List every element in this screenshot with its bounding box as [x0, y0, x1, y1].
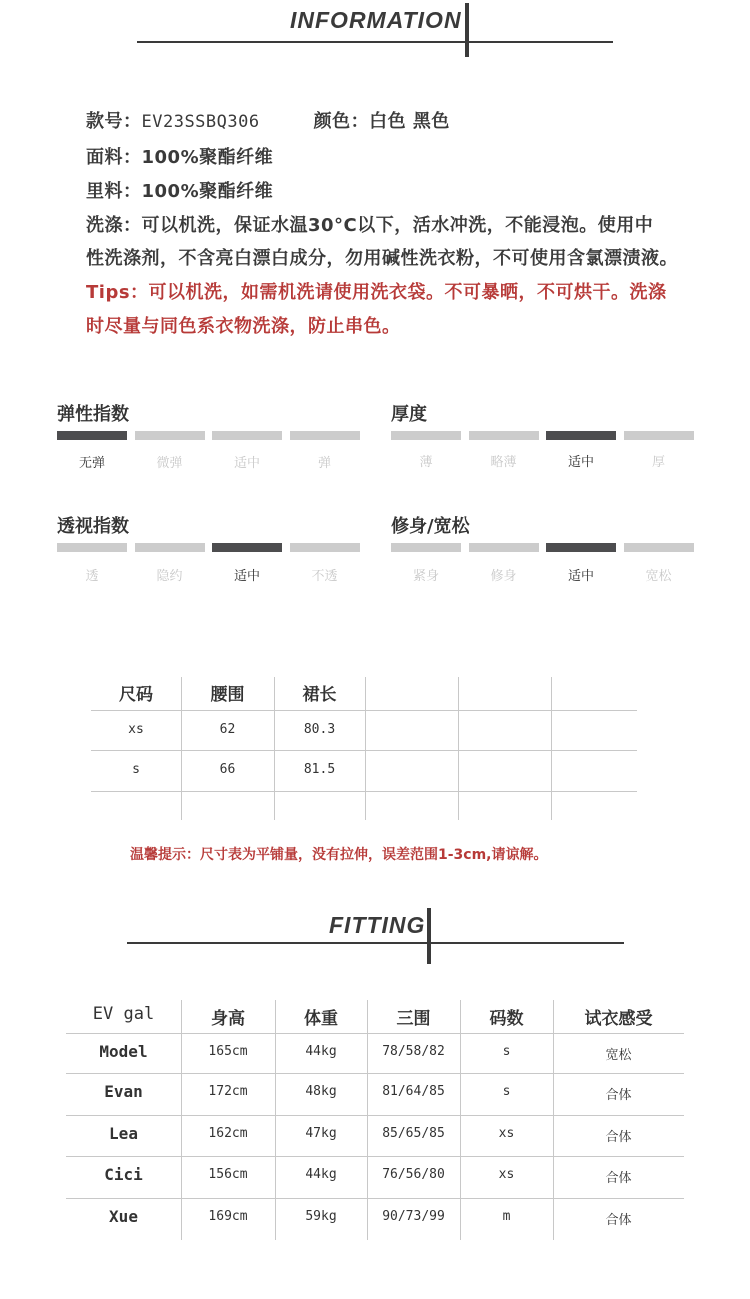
table-rule	[66, 1156, 684, 1157]
fitting-cell: Lea	[109, 1124, 138, 1143]
information-bar	[465, 3, 469, 57]
scale-segment	[624, 431, 694, 440]
fitting-cell: 165cm	[208, 1044, 248, 1059]
table-divider	[367, 1000, 368, 1240]
scale-option-label: 弹	[317, 456, 331, 471]
scale-option-label: 适中	[567, 455, 594, 470]
table-divider	[458, 677, 459, 820]
fitting-cell: 44kg	[305, 1044, 337, 1059]
table-divider	[460, 1000, 461, 1240]
scale-segment-selected	[546, 431, 616, 440]
fitting-header-cell: 三围	[396, 1009, 431, 1029]
scale-segment	[290, 431, 360, 440]
attribute-title: 透视指数	[57, 516, 129, 537]
scale-segment	[469, 431, 539, 440]
size-cell: 80.3	[303, 722, 336, 737]
table-divider	[365, 677, 366, 820]
fitting-cell: Model	[99, 1042, 148, 1061]
fitting-cell: 81/64/85	[382, 1084, 445, 1099]
fitting-cell: Evan	[104, 1082, 143, 1101]
size-header-cell: 腰围	[210, 685, 245, 705]
table-rule	[91, 710, 637, 711]
scale-option-label: 无弹	[78, 456, 105, 471]
table-rule	[66, 1033, 684, 1034]
fitting-cell: xs	[498, 1126, 515, 1141]
scale-option-label: 厚	[651, 455, 665, 470]
fitting-cell: xs	[498, 1167, 515, 1182]
scale-option-label: 隐约	[156, 569, 183, 584]
table-divider	[551, 677, 552, 820]
fitting-cell: m	[502, 1209, 511, 1224]
attribute-title: 修身/宽松	[391, 516, 470, 537]
fitting-cell: 85/65/85	[382, 1126, 445, 1141]
scale-segment	[212, 431, 282, 440]
fitting-cell: 59kg	[305, 1209, 337, 1224]
scale-segment	[624, 543, 694, 552]
scale-segment	[135, 431, 205, 440]
scale-option-label: 不透	[311, 569, 338, 584]
fitting-cell: 76/56/80	[382, 1167, 445, 1182]
size-cell: xs	[128, 722, 144, 737]
fitting-cell: 156cm	[208, 1167, 248, 1182]
fitting-rule	[127, 942, 624, 944]
information-title: INFORMATION	[290, 7, 462, 33]
fitting-cell: 合体	[605, 1171, 632, 1186]
fitting-cell: 47kg	[305, 1126, 337, 1141]
fitting-header-cell: EV gal	[92, 1004, 155, 1024]
scale-segment-selected	[546, 543, 616, 552]
fitting-cell: s	[502, 1084, 511, 1099]
fitting-cell: 合体	[605, 1088, 632, 1103]
fitting-cell: 44kg	[305, 1167, 337, 1182]
fitting-cell: 169cm	[208, 1209, 248, 1224]
scale-segment	[57, 543, 127, 552]
scale-option-label: 微弹	[156, 456, 183, 471]
fitting-cell: 78/58/82	[382, 1044, 445, 1059]
table-rule	[66, 1073, 684, 1074]
scale-option-label: 适中	[567, 569, 594, 584]
fitting-header-cell: 身高	[211, 1009, 245, 1029]
fitting-cell: 162cm	[208, 1126, 248, 1141]
tips-line-2: 时尽量与同色系衣物洗涤，防止串色。	[86, 316, 401, 337]
size-cell: 66	[219, 762, 236, 777]
table-rule	[66, 1115, 684, 1116]
scale-option-label: 略薄	[490, 455, 517, 470]
scale-segment	[135, 543, 205, 552]
fitting-cell: 合体	[605, 1130, 632, 1145]
size-cell: 81.5	[303, 762, 336, 777]
tips-line-1: Tips：可以机洗，如需机洗请使用洗衣袋。不可暴晒，不可烘干。洗涤	[86, 282, 667, 303]
information-rule	[137, 41, 613, 43]
fitting-cell: 48kg	[305, 1084, 337, 1099]
table-rule	[91, 750, 637, 751]
scale-segment-selected	[57, 431, 127, 440]
size-header-cell: 尺码	[119, 685, 153, 705]
fitting-cell: s	[502, 1044, 511, 1059]
fitting-cell: 172cm	[208, 1084, 248, 1099]
table-rule	[91, 791, 637, 792]
fitting-cell: 宽松	[605, 1048, 632, 1063]
scale-segment	[391, 543, 461, 552]
fitting-title: FITTING	[329, 912, 426, 938]
fitting-cell: Xue	[109, 1207, 138, 1226]
table-divider	[181, 1000, 182, 1240]
fitting-cell: 合体	[605, 1213, 632, 1228]
washing-line-2: 性洗涤剂，不含亮白漂白成分，勿用碱性洗衣粉，不可使用含氯漂渍液。	[86, 248, 678, 269]
fitting-header-cell: 码数	[489, 1009, 524, 1029]
attribute-title: 厚度	[391, 404, 427, 425]
scale-segment	[469, 543, 539, 552]
scale-option-label: 紧身	[412, 569, 439, 584]
size-header-cell: 裙长	[302, 685, 337, 705]
table-rule	[66, 1198, 684, 1199]
scale-option-label: 修身	[490, 569, 517, 584]
table-divider	[553, 1000, 554, 1240]
table-divider	[275, 1000, 276, 1240]
scale-segment	[290, 543, 360, 552]
lining-line: 里料：100%聚酯纤维	[86, 181, 274, 202]
size-note: 温馨提示：尺寸表为平铺量，没有拉伸，误差范围1-3cm,请谅解。	[130, 847, 548, 863]
fitting-header-cell: 体重	[304, 1009, 338, 1029]
scale-option-label: 适中	[233, 456, 260, 471]
size-cell: 62	[219, 722, 236, 737]
fitting-bar	[427, 908, 431, 964]
scale-option-label: 宽松	[645, 569, 672, 584]
scale-option-label: 薄	[419, 455, 433, 470]
style-number-line: 款号：EV23SSBQ306 颜色：白色 黑色	[86, 111, 450, 132]
scale-option-label: 透	[85, 569, 99, 584]
attribute-title: 弹性指数	[57, 404, 129, 425]
size-cell: s	[132, 762, 140, 777]
scale-segment	[391, 431, 461, 440]
fitting-cell: 90/73/99	[382, 1209, 445, 1224]
fabric-line: 面料：100%聚酯纤维	[86, 147, 274, 168]
scale-option-label: 适中	[233, 569, 260, 584]
scale-segment-selected	[212, 543, 282, 552]
fitting-cell: Cici	[104, 1165, 143, 1184]
washing-line-1: 洗涤：可以机洗，保证水温30°C以下，活水冲洗，不能浸泡。使用中	[86, 215, 654, 236]
fitting-header-cell: 试衣感受	[584, 1009, 653, 1029]
